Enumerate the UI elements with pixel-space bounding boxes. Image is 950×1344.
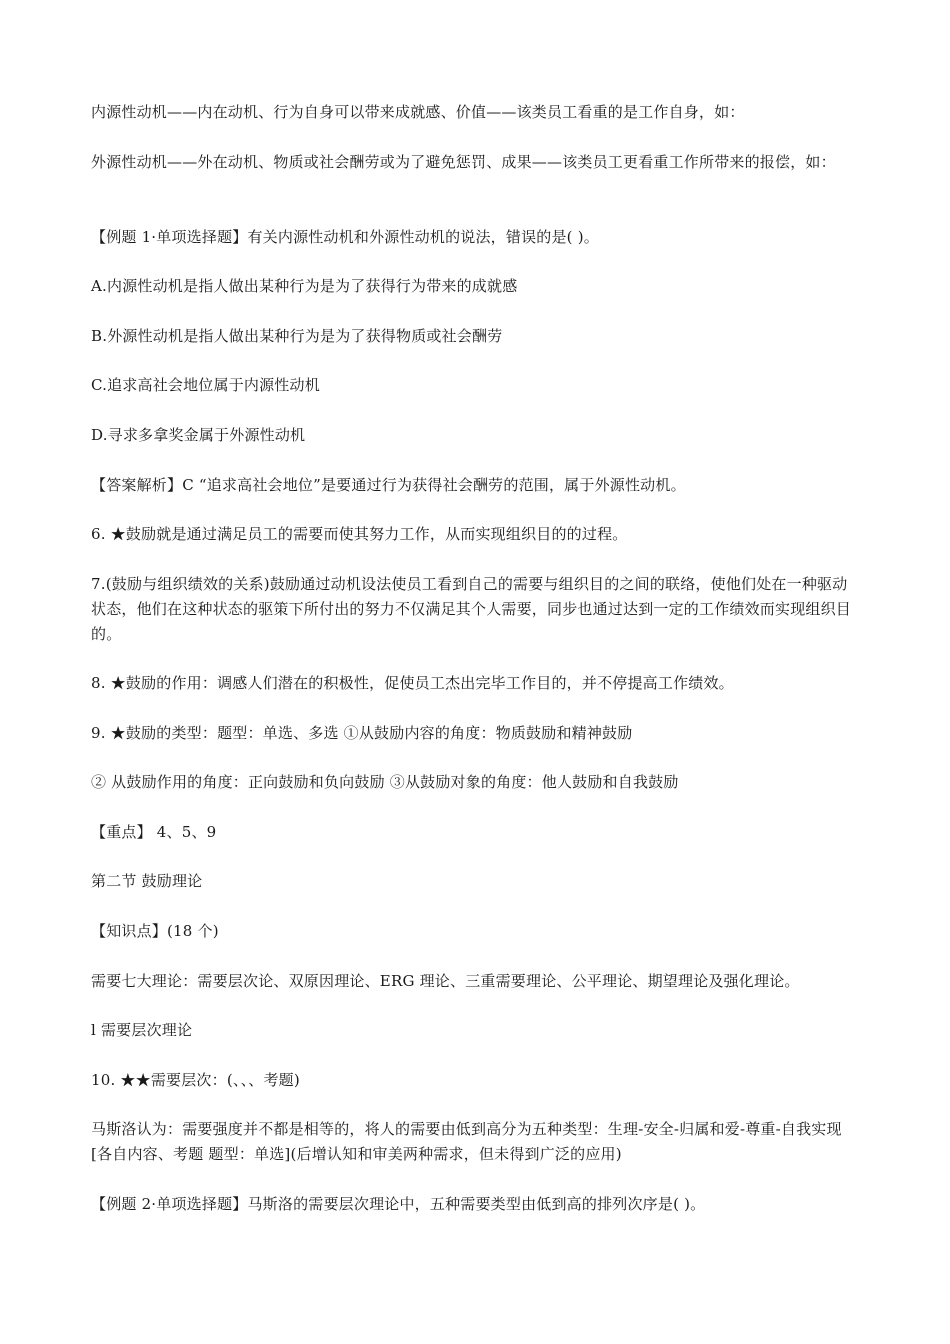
paragraph-item-8: 8. ★鼓励的作用：调感人们潜在的积极性，促使员工杰出完毕工作目的，并不停提高工作绩效。 [91, 674, 734, 692]
paragraph-example-1-question: 【例题 1·单项选择题】有关内源性动机和外源性动机的说法，错误的是( )。 [91, 228, 599, 246]
paragraph-answer-explanation: 【答案解析】C “追求高社会地位”是要通过行为获得社会酬劳的范围，属于外源性动机。 [91, 476, 686, 494]
paragraph-hierarchy-theory-heading: l 需要层次理论 [91, 1021, 193, 1039]
paragraph-intrinsic-motivation: 内源性动机——内在动机、行为自身可以带来成就感、价值——该类员工看重的是工作自身，如： [91, 103, 745, 121]
paragraph-extrinsic-motivation: 外源性动机——外在动机、物质或社会酬劳或为了避免惩罚、成果——该类员工更看重工作所带来的报偿，如： [91, 153, 836, 171]
paragraph-example-2-question: 【例题 2·单项选择题】马斯洛的需要层次理论中，五种需要类型由低到高的排列次序是( )。 [91, 1195, 706, 1213]
paragraph-seven-theories: 需要七大理论：需要层次论、双原因理论、ERG 理论、三重需要理论、公平理论、期望理论及强化理论。 [91, 972, 800, 990]
paragraph-item-9-continued: ② 从鼓励作用的角度：正向鼓励和负向鼓励 ③从鼓励对象的角度：他人鼓励和自我鼓励 [91, 773, 679, 791]
paragraph-item-7: 7.(鼓励与组织绩效的关系)鼓励通过动机设法使员工看到自己的需要与组织目的之间的联络，使他们处在一种驱动状态，他们在这种状态的驱策下所付出的努力不仅满足其个人需要，同步也通过达到一定的工作绩效而实现组织目的。 [91, 575, 852, 643]
paragraph-option-c: C.追求高社会地位属于内源性动机 [91, 376, 320, 394]
paragraph-option-d: D.寻求多拿奖金属于外源性动机 [91, 426, 306, 444]
paragraph-item-6: 6. ★鼓励就是通过满足员工的需要而使其努力工作，从而实现组织目的的过程。 [91, 525, 628, 543]
paragraph-key-points: 【重点】 4、5、9 [91, 823, 217, 841]
paragraph-maslow: 马斯洛认为：需要强度并不都是相等的，将人的需要由低到高分为五种类型：生理-安全-归属和爱-尊重-自我实现[各自内容、考题 题型：单选](后增认知和审美两种需求，但未得到广泛的应用) [91, 1120, 842, 1163]
paragraph-option-b: B.外源性动机是指人做出某种行为是为了获得物质或社会酬劳 [91, 327, 503, 345]
paragraph-option-a: A.内源性动机是指人做出某种行为是为了获得行为带来的成就感 [91, 277, 518, 295]
paragraph-item-9: 9. ★鼓励的类型：题型：单选、多选 ①从鼓励内容的角度：物质鼓励和精神鼓励 [91, 724, 633, 742]
section-heading: 第二节 鼓励理论 [91, 872, 203, 890]
paragraph-knowledge-points: 【知识点】(18 个) [91, 922, 219, 940]
paragraph-item-10: 10. ★★需要层次：(、、、考题) [91, 1071, 300, 1089]
